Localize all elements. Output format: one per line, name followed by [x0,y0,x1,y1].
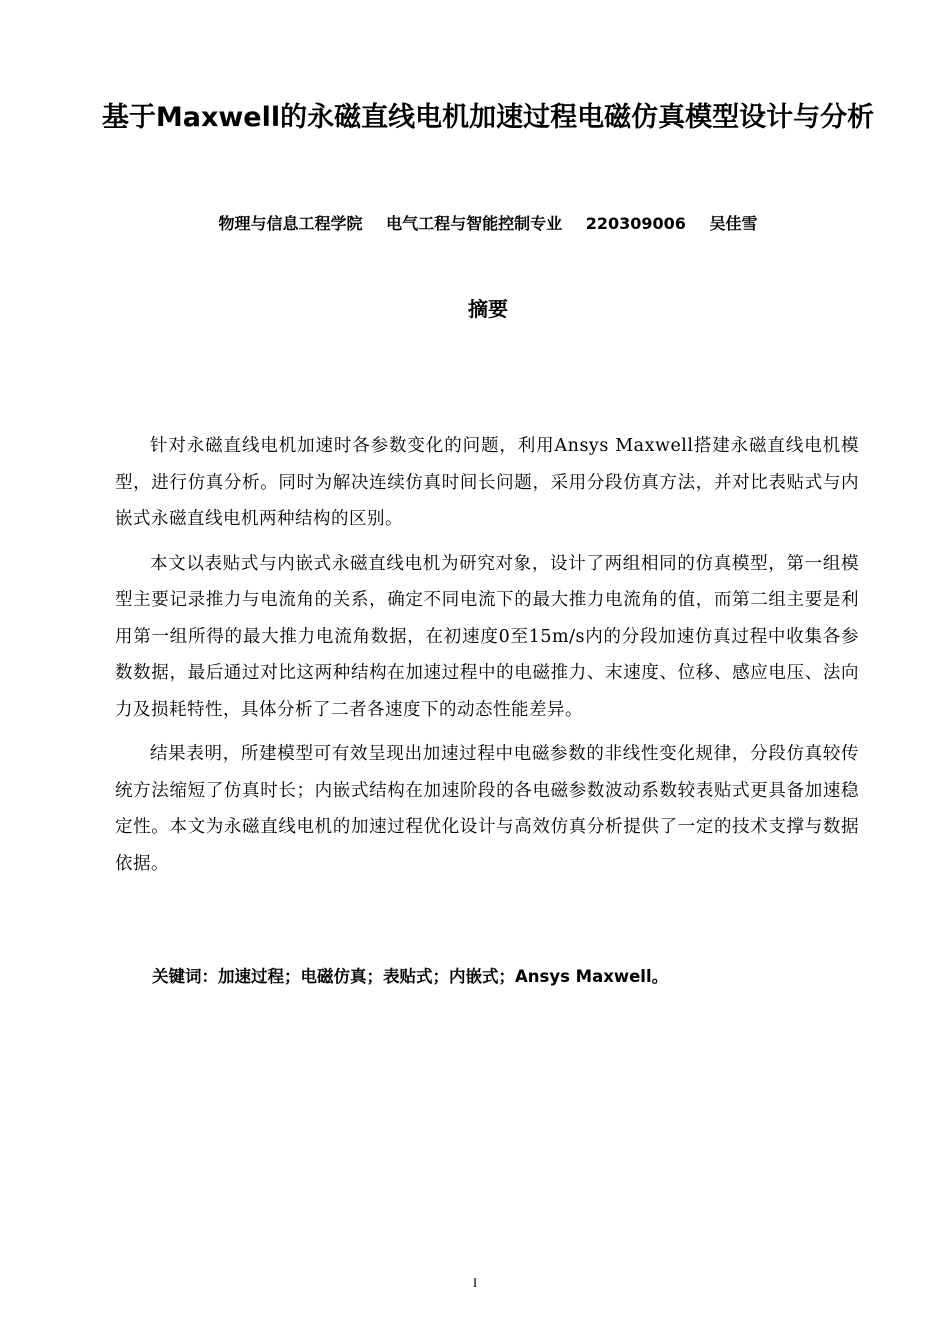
abstract-body [115,428,859,890]
author-major: 电气工程与智能控制专业 [386,214,563,233]
author-student-id: 220309006 [585,214,686,233]
abstract-paragraph-3: 结果表明，所建模型可有效呈现出加速过程中电磁参数的非线性变化规律，分段仿真较传统方法缩短了仿真时长；内嵌式结构在加速阶段的各电磁参数波动系数较表贴式更具备加速稳定性。本文为永磁直线电机的加速过程优化设计与高效仿真分析提供了一定的技术支撑与数据依据。 [115,744,859,874]
page-number: I [472,1275,478,1290]
abstract-paragraph-2: 本文以表贴式与内嵌式永磁直线电机为研究对象，设计了两组相同的仿真模型，第一组模型主要记录推力与电流角的关系，确定不同电流下的最大推力电流角的值，而第二组主要是利用第一组所得的最大推力电流角数据，在初速度0至15m/s内的分段加速仿真过程中收集各参数数据，最后通过对比这两种结构在加速过程中的电磁推力、末速度、位移、感应电压、法向力及损耗特性，具体分析了二者各速度下的动态性能差异。 [115,553,859,720]
author-school: 物理与信息工程学院 [218,214,363,233]
author-info [100,212,876,236]
abstract-paragraph-1: 针对永磁直线电机加速时各参数变化的问题，利用Ansys Maxwell搭建永磁直线电机模型，进行仿真分析。同时为解决连续仿真时间长问题，采用分段仿真方法，并对比表贴式与内嵌式永磁直线电机两种结构的区别。 [115,436,859,529]
abstract-heading: 摘要 [468,297,508,321]
paper-title: 基于Maxwell的永磁直线电机加速过程电磁仿真模型设计与分析 [101,102,875,133]
author-name: 吴佳雪 [709,214,758,233]
keywords-line: 关键词：加速过程；电磁仿真；表贴式；内嵌式；Ansys Maxwell。 [152,967,669,986]
